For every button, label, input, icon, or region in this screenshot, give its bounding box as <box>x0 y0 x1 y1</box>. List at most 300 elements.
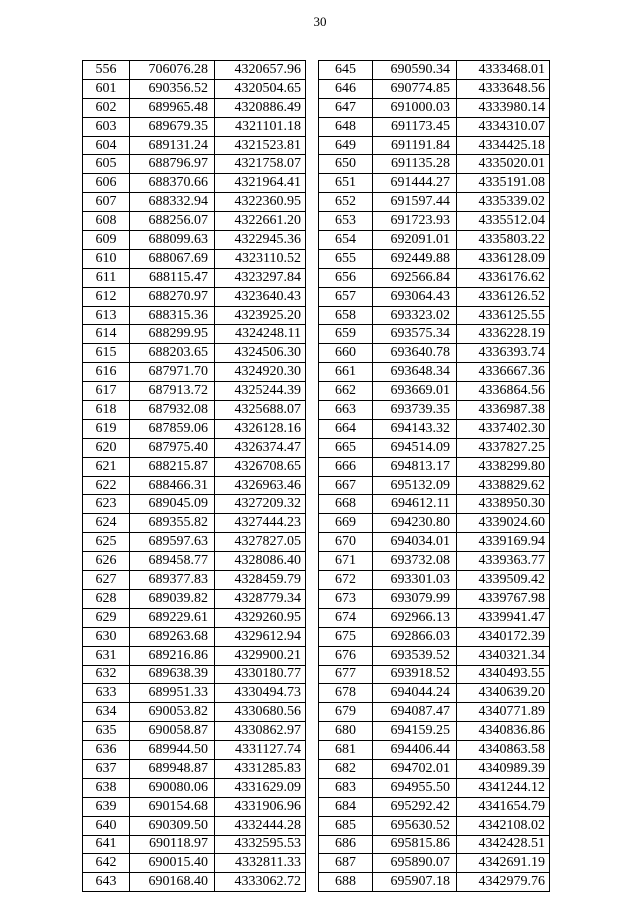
y-coordinate-cell: 4336667.36 <box>457 363 550 382</box>
table-row <box>83 306 306 325</box>
table-row <box>319 703 550 722</box>
point-number-cell: 603 <box>83 117 130 136</box>
x-coordinate-cell: 689216.86 <box>130 646 215 665</box>
point-number-cell: 650 <box>319 155 373 174</box>
x-coordinate-cell: 691173.45 <box>373 117 457 136</box>
point-number-cell: 681 <box>319 741 373 760</box>
y-coordinate-cell: 4324920.30 <box>215 363 306 382</box>
table-row <box>83 759 306 778</box>
table-row <box>319 797 550 816</box>
x-coordinate-cell: 693640.78 <box>373 344 457 363</box>
table-row <box>83 401 306 420</box>
table-row <box>83 495 306 514</box>
x-coordinate-cell: 693539.52 <box>373 646 457 665</box>
table-row <box>319 61 550 80</box>
point-number-cell: 616 <box>83 363 130 382</box>
table-row <box>83 363 306 382</box>
x-coordinate-cell: 688299.95 <box>130 325 215 344</box>
y-coordinate-cell: 4342979.76 <box>457 873 550 892</box>
table-row <box>319 854 550 873</box>
point-number-cell: 667 <box>319 476 373 495</box>
table-row <box>83 627 306 646</box>
table-row <box>319 722 550 741</box>
y-coordinate-cell: 4336128.09 <box>457 249 550 268</box>
y-coordinate-cell: 4323640.43 <box>215 287 306 306</box>
y-coordinate-cell: 4332595.53 <box>215 835 306 854</box>
y-coordinate-cell: 4325688.07 <box>215 401 306 420</box>
table-row <box>83 231 306 250</box>
table-row <box>83 287 306 306</box>
y-coordinate-cell: 4338299.80 <box>457 457 550 476</box>
x-coordinate-cell: 695815.86 <box>373 835 457 854</box>
point-number-cell: 637 <box>83 759 130 778</box>
x-coordinate-cell: 694044.24 <box>373 684 457 703</box>
x-coordinate-cell: 688203.65 <box>130 344 215 363</box>
table-row <box>319 816 550 835</box>
y-coordinate-cell: 4340771.89 <box>457 703 550 722</box>
point-number-cell: 682 <box>319 759 373 778</box>
y-coordinate-cell: 4331906.96 <box>215 797 306 816</box>
x-coordinate-cell: 694034.01 <box>373 533 457 552</box>
y-coordinate-cell: 4329612.94 <box>215 627 306 646</box>
y-coordinate-cell: 4323110.52 <box>215 249 306 268</box>
table-row <box>83 703 306 722</box>
point-number-cell: 657 <box>319 287 373 306</box>
table-row <box>83 155 306 174</box>
x-coordinate-cell: 694406.44 <box>373 741 457 760</box>
point-number-cell: 613 <box>83 306 130 325</box>
point-number-cell: 640 <box>83 816 130 835</box>
point-number-cell: 625 <box>83 533 130 552</box>
x-coordinate-cell: 692449.88 <box>373 249 457 268</box>
point-number-cell: 609 <box>83 231 130 250</box>
table-row <box>83 741 306 760</box>
table-row <box>83 136 306 155</box>
point-number-cell: 659 <box>319 325 373 344</box>
table-row <box>319 457 550 476</box>
point-number-cell: 656 <box>319 268 373 287</box>
point-number-cell: 680 <box>319 722 373 741</box>
point-number-cell: 660 <box>319 344 373 363</box>
table-row <box>83 514 306 533</box>
x-coordinate-cell: 691191.84 <box>373 136 457 155</box>
x-coordinate-cell: 688466.31 <box>130 476 215 495</box>
table-row <box>83 854 306 873</box>
x-coordinate-cell: 690058.87 <box>130 722 215 741</box>
point-number-cell: 604 <box>83 136 130 155</box>
y-coordinate-cell: 4339941.47 <box>457 608 550 627</box>
x-coordinate-cell: 688796.97 <box>130 155 215 174</box>
table-row <box>319 268 550 287</box>
point-number-cell: 641 <box>83 835 130 854</box>
point-number-cell: 631 <box>83 646 130 665</box>
coordinates-table-left <box>82 60 306 892</box>
table-row <box>319 287 550 306</box>
table-row <box>319 344 550 363</box>
y-coordinate-cell: 4335803.22 <box>457 231 550 250</box>
y-coordinate-cell: 4333468.01 <box>457 61 550 80</box>
x-coordinate-cell: 690774.85 <box>373 79 457 98</box>
y-coordinate-cell: 4339363.77 <box>457 552 550 571</box>
table-row <box>319 778 550 797</box>
x-coordinate-cell: 687932.08 <box>130 401 215 420</box>
x-coordinate-cell: 689229.61 <box>130 608 215 627</box>
x-coordinate-cell: 693575.34 <box>373 325 457 344</box>
x-coordinate-cell: 690309.50 <box>130 816 215 835</box>
y-coordinate-cell: 4332811.33 <box>215 854 306 873</box>
point-number-cell: 655 <box>319 249 373 268</box>
point-number-cell: 654 <box>319 231 373 250</box>
table-row <box>319 174 550 193</box>
table-row <box>83 419 306 438</box>
x-coordinate-cell: 688099.63 <box>130 231 215 250</box>
point-number-cell: 643 <box>83 873 130 892</box>
table-row <box>319 495 550 514</box>
point-number-cell: 623 <box>83 495 130 514</box>
point-number-cell: 662 <box>319 382 373 401</box>
y-coordinate-cell: 4335512.04 <box>457 212 550 231</box>
y-coordinate-cell: 4337827.25 <box>457 438 550 457</box>
point-number-cell: 622 <box>83 476 130 495</box>
y-coordinate-cell: 4342691.19 <box>457 854 550 873</box>
point-number-cell: 635 <box>83 722 130 741</box>
table-row <box>319 759 550 778</box>
point-number-cell: 624 <box>83 514 130 533</box>
table-row <box>319 249 550 268</box>
table-row <box>83 117 306 136</box>
point-number-cell: 606 <box>83 174 130 193</box>
y-coordinate-cell: 4335191.08 <box>457 174 550 193</box>
x-coordinate-cell: 694702.01 <box>373 759 457 778</box>
x-coordinate-cell: 693918.52 <box>373 665 457 684</box>
y-coordinate-cell: 4321758.07 <box>215 155 306 174</box>
point-number-cell: 646 <box>319 79 373 98</box>
y-coordinate-cell: 4338829.62 <box>457 476 550 495</box>
table-row <box>83 873 306 892</box>
x-coordinate-cell: 691723.93 <box>373 212 457 231</box>
x-coordinate-cell: 691597.44 <box>373 193 457 212</box>
y-coordinate-cell: 4341244.12 <box>457 778 550 797</box>
y-coordinate-cell: 4321964.41 <box>215 174 306 193</box>
x-coordinate-cell: 691135.28 <box>373 155 457 174</box>
point-number-cell: 629 <box>83 608 130 627</box>
y-coordinate-cell: 4331127.74 <box>215 741 306 760</box>
point-number-cell: 639 <box>83 797 130 816</box>
y-coordinate-cell: 4339767.98 <box>457 589 550 608</box>
y-coordinate-cell: 4328459.79 <box>215 571 306 590</box>
y-coordinate-cell: 4336393.74 <box>457 344 550 363</box>
y-coordinate-cell: 4326374.47 <box>215 438 306 457</box>
point-number-cell: 648 <box>319 117 373 136</box>
y-coordinate-cell: 4340493.55 <box>457 665 550 684</box>
table-row <box>83 835 306 854</box>
x-coordinate-cell: 690118.97 <box>130 835 215 854</box>
point-number-cell: 556 <box>83 61 130 80</box>
x-coordinate-cell: 693669.01 <box>373 382 457 401</box>
point-number-cell: 608 <box>83 212 130 231</box>
point-number-cell: 661 <box>319 363 373 382</box>
x-coordinate-cell: 694813.17 <box>373 457 457 476</box>
y-coordinate-cell: 4335020.01 <box>457 155 550 174</box>
table-row <box>319 835 550 854</box>
point-number-cell: 672 <box>319 571 373 590</box>
x-coordinate-cell: 693079.99 <box>373 589 457 608</box>
x-coordinate-cell: 688115.47 <box>130 268 215 287</box>
x-coordinate-cell: 691000.03 <box>373 98 457 117</box>
y-coordinate-cell: 4334425.18 <box>457 136 550 155</box>
y-coordinate-cell: 4326128.16 <box>215 419 306 438</box>
table-row <box>83 193 306 212</box>
x-coordinate-cell: 689377.83 <box>130 571 215 590</box>
table-row <box>83 268 306 287</box>
x-coordinate-cell: 691444.27 <box>373 174 457 193</box>
y-coordinate-cell: 4334310.07 <box>457 117 550 136</box>
y-coordinate-cell: 4328086.40 <box>215 552 306 571</box>
x-coordinate-cell: 692866.03 <box>373 627 457 646</box>
y-coordinate-cell: 4330180.77 <box>215 665 306 684</box>
point-number-cell: 642 <box>83 854 130 873</box>
y-coordinate-cell: 4326963.46 <box>215 476 306 495</box>
point-number-cell: 634 <box>83 703 130 722</box>
table-row <box>83 778 306 797</box>
point-number-cell: 658 <box>319 306 373 325</box>
table-row <box>83 816 306 835</box>
x-coordinate-cell: 692966.13 <box>373 608 457 627</box>
table-row <box>319 646 550 665</box>
y-coordinate-cell: 4336176.62 <box>457 268 550 287</box>
table-row <box>319 306 550 325</box>
point-number-cell: 663 <box>319 401 373 420</box>
x-coordinate-cell: 689263.68 <box>130 627 215 646</box>
y-coordinate-cell: 4340639.20 <box>457 684 550 703</box>
y-coordinate-cell: 4332444.28 <box>215 816 306 835</box>
table-row <box>319 231 550 250</box>
y-coordinate-cell: 4342108.02 <box>457 816 550 835</box>
y-coordinate-cell: 4322360.95 <box>215 193 306 212</box>
x-coordinate-cell: 693064.43 <box>373 287 457 306</box>
x-coordinate-cell: 692566.84 <box>373 268 457 287</box>
table-row <box>319 514 550 533</box>
point-number-cell: 649 <box>319 136 373 155</box>
y-coordinate-cell: 4339024.60 <box>457 514 550 533</box>
x-coordinate-cell: 694087.47 <box>373 703 457 722</box>
point-number-cell: 676 <box>319 646 373 665</box>
y-coordinate-cell: 4329900.21 <box>215 646 306 665</box>
table-row <box>83 325 306 344</box>
point-number-cell: 612 <box>83 287 130 306</box>
point-number-cell: 627 <box>83 571 130 590</box>
table-row <box>83 665 306 684</box>
table-row <box>319 552 550 571</box>
y-coordinate-cell: 4327827.05 <box>215 533 306 552</box>
table-row <box>319 533 550 552</box>
point-number-cell: 614 <box>83 325 130 344</box>
table-row <box>319 325 550 344</box>
table-row <box>83 382 306 401</box>
table-row <box>83 722 306 741</box>
y-coordinate-cell: 4327209.32 <box>215 495 306 514</box>
table-row <box>83 438 306 457</box>
point-number-cell: 651 <box>319 174 373 193</box>
point-number-cell: 615 <box>83 344 130 363</box>
x-coordinate-cell: 687859.06 <box>130 419 215 438</box>
point-number-cell: 647 <box>319 98 373 117</box>
table-row <box>83 646 306 665</box>
x-coordinate-cell: 689039.82 <box>130 589 215 608</box>
point-number-cell: 653 <box>319 212 373 231</box>
y-coordinate-cell: 4320657.96 <box>215 61 306 80</box>
x-coordinate-cell: 689679.35 <box>130 117 215 136</box>
y-coordinate-cell: 4341654.79 <box>457 797 550 816</box>
table-row <box>83 61 306 80</box>
y-coordinate-cell: 4336126.52 <box>457 287 550 306</box>
point-number-cell: 652 <box>319 193 373 212</box>
x-coordinate-cell: 695132.09 <box>373 476 457 495</box>
y-coordinate-cell: 4322661.20 <box>215 212 306 231</box>
x-coordinate-cell: 687913.72 <box>130 382 215 401</box>
point-number-cell: 677 <box>319 665 373 684</box>
x-coordinate-cell: 687975.40 <box>130 438 215 457</box>
point-number-cell: 685 <box>319 816 373 835</box>
point-number-cell: 665 <box>319 438 373 457</box>
point-number-cell: 619 <box>83 419 130 438</box>
y-coordinate-cell: 4324506.30 <box>215 344 306 363</box>
table-row <box>319 155 550 174</box>
y-coordinate-cell: 4330862.97 <box>215 722 306 741</box>
y-coordinate-cell: 4324248.11 <box>215 325 306 344</box>
x-coordinate-cell: 694514.09 <box>373 438 457 457</box>
point-number-cell: 664 <box>319 419 373 438</box>
point-number-cell: 666 <box>319 457 373 476</box>
point-number-cell: 675 <box>319 627 373 646</box>
table-row <box>83 174 306 193</box>
table-row <box>319 212 550 231</box>
table-row <box>83 589 306 608</box>
x-coordinate-cell: 694230.80 <box>373 514 457 533</box>
x-coordinate-cell: 693323.02 <box>373 306 457 325</box>
table-row <box>83 797 306 816</box>
x-coordinate-cell: 695907.18 <box>373 873 457 892</box>
x-coordinate-cell: 689944.50 <box>130 741 215 760</box>
table-row <box>83 212 306 231</box>
table-row <box>319 608 550 627</box>
y-coordinate-cell: 4336228.19 <box>457 325 550 344</box>
table-row <box>319 438 550 457</box>
x-coordinate-cell: 689638.39 <box>130 665 215 684</box>
x-coordinate-cell: 693739.35 <box>373 401 457 420</box>
point-number-cell: 670 <box>319 533 373 552</box>
x-coordinate-cell: 689965.48 <box>130 98 215 117</box>
table-row <box>83 249 306 268</box>
x-coordinate-cell: 694159.25 <box>373 722 457 741</box>
point-number-cell: 673 <box>319 589 373 608</box>
x-coordinate-cell: 689131.24 <box>130 136 215 155</box>
table-row <box>319 79 550 98</box>
table-row <box>319 571 550 590</box>
page-number: 30 <box>313 14 327 29</box>
y-coordinate-cell: 4333980.14 <box>457 98 550 117</box>
y-coordinate-cell: 4339169.94 <box>457 533 550 552</box>
table-row <box>319 684 550 703</box>
y-coordinate-cell: 4321523.81 <box>215 136 306 155</box>
table-row <box>83 552 306 571</box>
x-coordinate-cell: 688215.87 <box>130 457 215 476</box>
y-coordinate-cell: 4335339.02 <box>457 193 550 212</box>
table-row <box>319 873 550 892</box>
x-coordinate-cell: 687971.70 <box>130 363 215 382</box>
y-coordinate-cell: 4327444.23 <box>215 514 306 533</box>
x-coordinate-cell: 694612.11 <box>373 495 457 514</box>
y-coordinate-cell: 4322945.36 <box>215 231 306 250</box>
point-number-cell: 602 <box>83 98 130 117</box>
y-coordinate-cell: 4340321.34 <box>457 646 550 665</box>
table-row <box>319 117 550 136</box>
table-row <box>83 608 306 627</box>
point-number-cell: 628 <box>83 589 130 608</box>
point-number-cell: 684 <box>319 797 373 816</box>
table-row <box>83 79 306 98</box>
x-coordinate-cell: 694955.50 <box>373 778 457 797</box>
y-coordinate-cell: 4325244.39 <box>215 382 306 401</box>
x-coordinate-cell: 690154.68 <box>130 797 215 816</box>
y-coordinate-cell: 4320504.65 <box>215 79 306 98</box>
table-row <box>319 741 550 760</box>
point-number-cell: 668 <box>319 495 373 514</box>
x-coordinate-cell: 689597.63 <box>130 533 215 552</box>
point-number-cell: 630 <box>83 627 130 646</box>
table-row <box>319 136 550 155</box>
point-number-cell: 645 <box>319 61 373 80</box>
x-coordinate-cell: 688332.94 <box>130 193 215 212</box>
y-coordinate-cell: 4321101.18 <box>215 117 306 136</box>
point-number-cell: 617 <box>83 382 130 401</box>
x-coordinate-cell: 688067.69 <box>130 249 215 268</box>
point-number-cell: 686 <box>319 835 373 854</box>
x-coordinate-cell: 693648.34 <box>373 363 457 382</box>
point-number-cell: 678 <box>319 684 373 703</box>
x-coordinate-cell: 689948.87 <box>130 759 215 778</box>
point-number-cell: 620 <box>83 438 130 457</box>
table-row <box>319 419 550 438</box>
table-row <box>319 363 550 382</box>
point-number-cell: 601 <box>83 79 130 98</box>
y-coordinate-cell: 4337402.30 <box>457 419 550 438</box>
x-coordinate-cell: 690168.40 <box>130 873 215 892</box>
point-number-cell: 671 <box>319 552 373 571</box>
table-row <box>319 382 550 401</box>
point-number-cell: 636 <box>83 741 130 760</box>
x-coordinate-cell: 688370.66 <box>130 174 215 193</box>
y-coordinate-cell: 4336125.55 <box>457 306 550 325</box>
table-row <box>319 665 550 684</box>
y-coordinate-cell: 4340863.58 <box>457 741 550 760</box>
x-coordinate-cell: 690356.52 <box>130 79 215 98</box>
table-row <box>83 571 306 590</box>
y-coordinate-cell: 4333062.72 <box>215 873 306 892</box>
y-coordinate-cell: 4331629.09 <box>215 778 306 797</box>
point-number-cell: 605 <box>83 155 130 174</box>
table-row <box>319 589 550 608</box>
point-number-cell: 679 <box>319 703 373 722</box>
y-coordinate-cell: 4320886.49 <box>215 98 306 117</box>
y-coordinate-cell: 4328779.34 <box>215 589 306 608</box>
x-coordinate-cell: 695890.07 <box>373 854 457 873</box>
table-row <box>319 98 550 117</box>
x-coordinate-cell: 695292.42 <box>373 797 457 816</box>
y-coordinate-cell: 4329260.95 <box>215 608 306 627</box>
y-coordinate-cell: 4330680.56 <box>215 703 306 722</box>
x-coordinate-cell: 692091.01 <box>373 231 457 250</box>
